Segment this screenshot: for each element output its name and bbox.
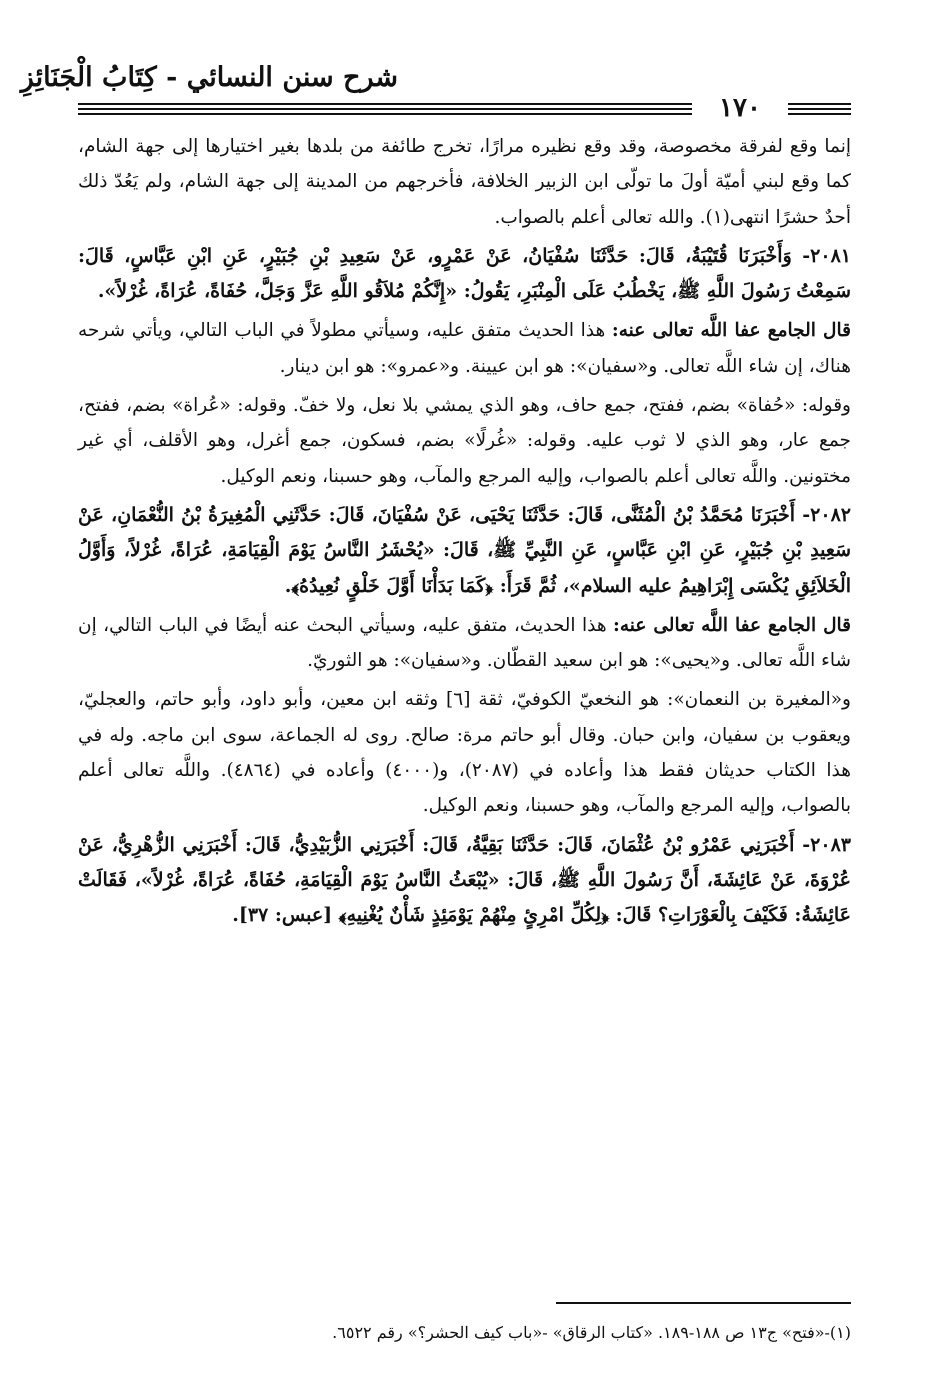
commentary-paragraph	[78, 313, 851, 384]
running-header-title: شرح سنن النسائي - كِتَابُ الْجَنَائِزِ	[20, 62, 398, 93]
body-text	[78, 129, 851, 934]
hadith-2083	[78, 828, 851, 934]
paragraph-text: هذا الحديث، متفق عليه، وسيأتي البحث عنه أيضًا في الباب التالي، إن شاء اللَّه تعالى. و«يحيى»: هو ابن سعيد القطّان. و«سفيان»: هو الثوريّ.	[78, 614, 851, 672]
footnote: (١)-«فتح» ج١٣ ص ١٨٨-١٨٩. «كتاب الرقاق» -«باب كيف الحشر؟» رقم ٦٥٢٢.	[332, 1323, 851, 1342]
hadith-text: ٢٠٨٢- أَخْبَرَنَا مُحَمَّدُ بْنُ الْمُثَنَّى، قَالَ: حَدَّثَنَا يَحْيَى، عَنْ سُفْيَانَ، قَالَ: حَدَّثَنِي الْمُغِيرَةُ بْنُ النُّعْمَانِ، عَنْ سَعِيدِ بْنِ جُبَيْرٍ، عَنِ ابْنِ عَبَّاسٍ، عَنِ النَّبِيِّ ﷺ، قَالَ: «يُحْشَرُ النَّاسُ يَوْمَ الْقِيَامَةِ، عُرَاةً، غُرْلاً، وَأَوَّلُ الْخَلاَئِقِ يُكْسَى إِبْرَاهِيمُ عليه السلام»، ثُمَّ قَرَأَ: ﴿كَمَا بَدَأْنَا أَوَّلَ خَلْقٍ نُعِيدُهُ﴾.	[78, 503, 851, 597]
commentary-lead: قال الجامع عفا اللَّه تعالى عنه:	[611, 320, 851, 342]
paragraph-text: و«المغيرة بن النعمان»: هو النخعيّ الكوفيّ، ثقة [٦] وثقه ابن معين، وأبو داود، وأبو حاتم، والعجليّ، ويعقوب بن سفيان، وابن حبان. وقال أبو حاتم مرة: صالح. روى له الجماعة، سوى ابن ماجه. وله في هذا الكتاب حديثان فقط هذا وأعاده في (٢٠٨٧)، و(٤٠٠٠) وأعاده في (٤٨٦٤). واللَّه تعالى أعلم بالصواب، وإليه المرجع والمآب، وهو حسبنا، ونعم الوكيل.	[78, 689, 851, 817]
paragraph-text: هذا الحديث متفق عليه، وسيأتي مطولاً في الباب التالي، ويأتي شرحه هناك، إن شاء اللَّه تعالى. و«سفيان»: هو ابن عيينة. و«عمرو»: هو ابن دينار.	[78, 320, 851, 377]
hadith-2082	[78, 498, 851, 604]
hadith-text: ٢٠٨٣- أَخْبَرَنِي عَمْرُو بْنُ عُثْمَانَ، قَالَ: حَدَّثَنَا بَقِيَّةُ، قَالَ: أَخْبَرَنِي الزُّبَيْدِيُّ، قَالَ: أَخْبَرَنِي الزُّهْرِيُّ، عَنْ عُرْوَةَ، عَنْ عَائِشَةَ، أَنَّ رَسُولَ اللَّهِ ﷺ، قَالَ: «يُبْعَثُ النَّاسُ يَوْمَ الْقِيَامَةِ، حُفَاةً، عُرَاةً، غُرْلاً»، فَقَالَتْ عَائِشَةُ: فَكَيْفَ بِالْعَوْرَاتِ؟ قَالَ: ﴿لِكُلِّ امْرِئٍ مِنْهُمْ يَوْمَئِذٍ شَأْنٌ يُغْنِيهِ﴾ [عبس: ٣٧].	[78, 833, 851, 927]
hadith-2081	[78, 239, 851, 310]
commentary-paragraph	[78, 608, 851, 679]
page-number: ١٧٠	[692, 88, 788, 128]
paragraph	[78, 388, 851, 494]
hadith-text: ٢٠٨١- وَأَخْبَرَنَا قُتَيْبَةُ، قَالَ: حَدَّثَنَا سُفْيَانُ، عَنْ عَمْرٍو، عَنْ سَعِيدِ بْنِ جُبَيْرٍ، عَنِ ابْنِ عَبَّاسٍ، قَالَ: سَمِعْتُ رَسُولَ اللَّهِ ﷺ، يَخْطُبُ عَلَى الْمِنْبَرِ، يَقُولُ: «إِنَّكُمْ مُلاَقُو اللَّهِ عَزَّ وَجَلَّ، حُفَاةً، عُرَاةً، غُرْلاً».	[78, 244, 851, 303]
paragraph-text: إنما وقع لفرقة مخصوصة، وقد وقع نظيره مرارًا، تخرج طائفة من بلدها بغير اختيارها إلى جهة الشام، كما وقع لبني أميّة أولَ ما تولّى ابن الزبير الخلافة، فأخرجهم من المدينة إلى جهة الشام، ولم يَعُدّ ذلك أحدٌ حشرًا انتهى(١). والله تعالى أعلم بالصواب.	[78, 136, 851, 228]
paragraph	[78, 682, 851, 823]
commentary-lead: قال الجامع عفا اللَّه تعالى عنه:	[613, 614, 851, 636]
footnote-rule	[556, 1302, 851, 1304]
paragraph-text: وقوله: «حُفاة» بضم، ففتح، جمع حاف، وهو الذي يمشي بلا نعل، ولا خفّ. وقوله: «عُراة» بضم، ففتح، جمع عار، وهو الذي لا ثوب عليه. وقوله: «غُرلًا» بضم، فسكون، جمع أغرل، وهو الأقلف، أي غير مختونين. واللَّه تعالى أعلم بالصواب، وإليه المرجع والمآب، وهو حسبنا، ونعم الوكيل.	[78, 395, 851, 487]
paragraph	[78, 129, 851, 235]
